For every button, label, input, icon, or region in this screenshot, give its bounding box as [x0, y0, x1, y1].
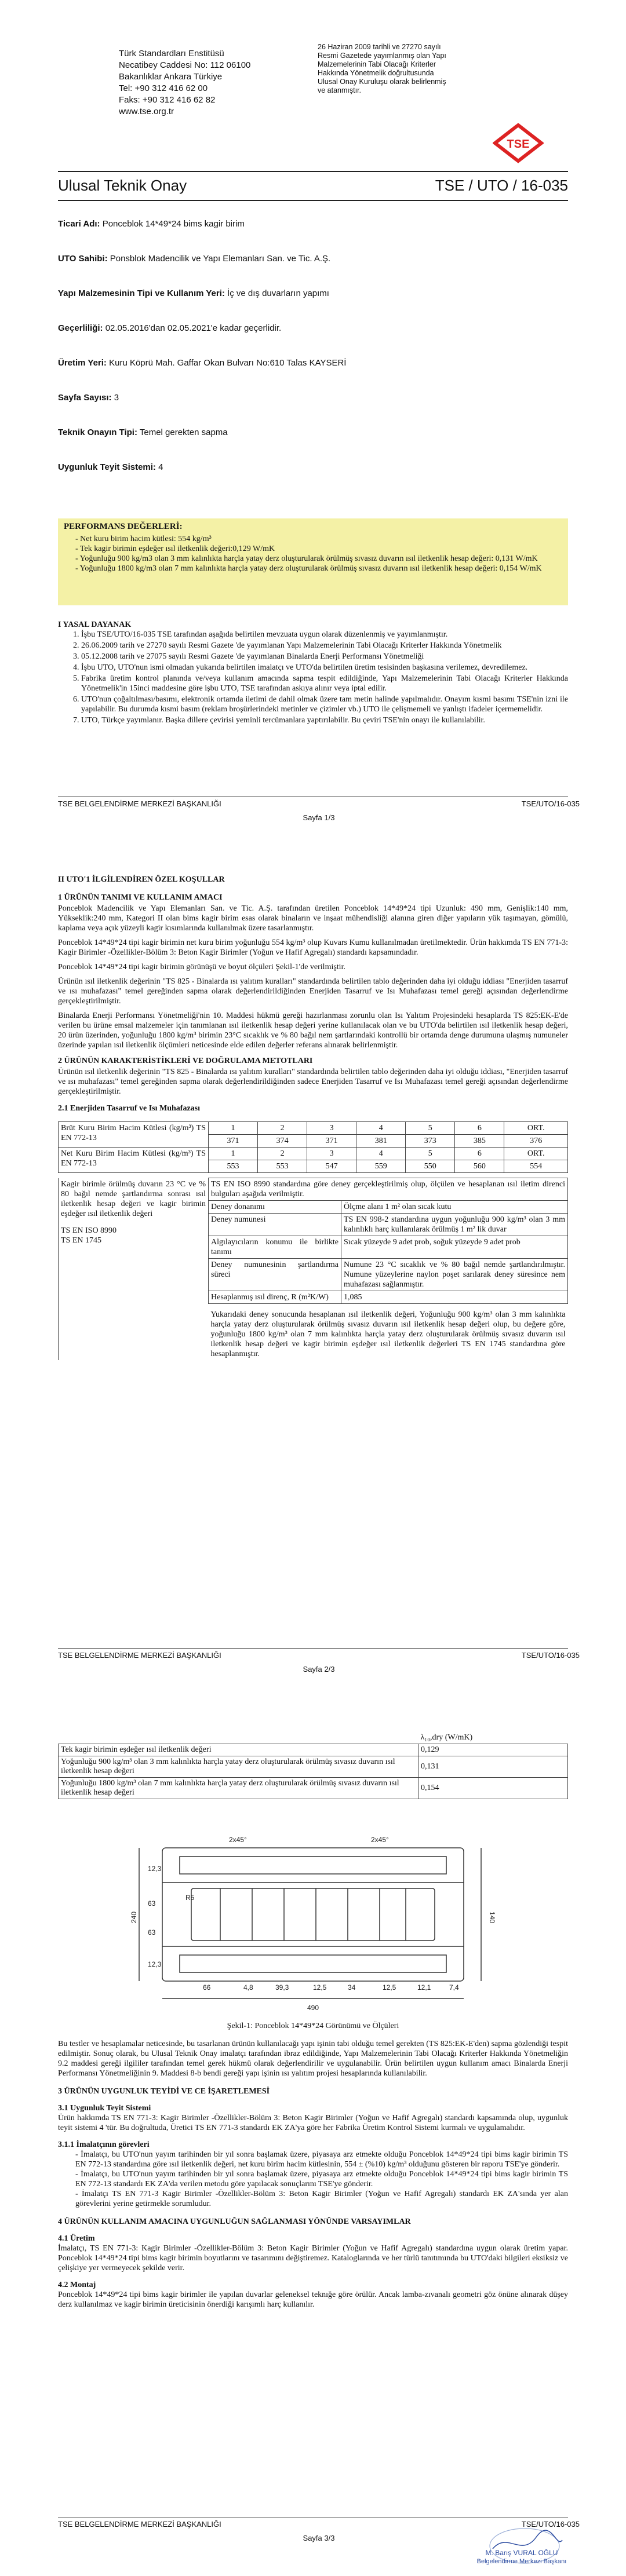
field-system: [58, 462, 568, 485]
dim-label: 12,3: [148, 1865, 162, 1873]
notice-line: Ulusal Onay Kuruluşu olarak belirlenmiş: [318, 78, 446, 86]
conductivity-test-table: [58, 1178, 568, 1360]
duty-item: - İmalatçı, bu UTO'nun yayım tarihinden bir yıl sonra başlamak üzere, piyasaya arz etmekte olduğu Ponceblok 14*49*24 tipi bims kagir birimin TS EN 772-13 standardına göre ısıl iletkenlik değeri, net kuru birim hacim kütlesinin, 554 ± (%10) kg/m³ olduğunu gösteren bir raporu TSE'ye gönderir.: [75, 2150, 568, 2169]
signature-title: Belgelendirme Merkezi Başkanı: [476, 2558, 567, 2565]
section-title: 3 ÜRÜNÜN UYGUNLUK TEYİDİ VE CE İŞARETLEMESİ: [58, 2087, 270, 2096]
paragraph: Ürünün ısıl iletkenlik değerinin "TS 825 - Binalarda ısı yalıtım kuralları" standardında belirtilen tablo değerinden daha iyi olduğu iddiası, "Enerjiden tasarruf ve ısı muhafazası" temel gereğinden sapma olarak değerlendirildiğinden sadece Enerjiden Tasarruf ve Isı Muhafazası temel gereği açısından değerlendirme gerçekleştirilmiştir.: [58, 1068, 568, 1096]
duty-item: - İmalatçı TS EN 771-3 Kagir Birimler -Özellikler-Bölüm 3: Beton Kagir Birimler (Yoğun ve Hafif Agregalı) standardı EK ZA'sında yer alan görevlerini yerine getirmekle sorumludur.: [75, 2189, 568, 2209]
footer-org: TSE BELGELENDİRME MERKEZİ BAŞKANLIĞI: [58, 799, 221, 808]
test-value: TS EN 998-2 standardına uygun yoğunluğu 900 kg/m³ olan 3 mm kalınlıklı harç kullanılarak örülmüş 1 m² lik duvar: [341, 1214, 568, 1236]
dim-label: R5: [185, 1894, 195, 1902]
performance-item: - Yoğunluğu 900 kg/m3 olan 3 mm kalınlıkta harçla yatay derz oluşturularak örülmüş sıvasız duvarın ısıl iletkenlik hesap değeri: 0,131 W/mK: [75, 554, 556, 564]
paragraph: Ürün hakkımda TS EN 771-3: Kagir Birimler -Özellikler-Bölüm 3: Beton Kagir Birimler (Yoğun ve Hafif Agregalı) standardı kapsamında olup, uygunluk teyit sistemi 4 'tür. Bu doğrultuda, Üretici TS EN 771-3 standardı EK ZA'ya göre her Fabrika Üretim Kontrol Sistemi kurmalı ve uygulamalıdır.: [58, 2114, 568, 2132]
field-type: [58, 288, 568, 323]
signature-name: M. Barış VURAL OĞLU: [485, 2549, 558, 2557]
field-value: Kuru Köprü Mah. Gaffar Okan Bulvarı No:610 Talas KAYSERİ: [106, 358, 347, 368]
field-value: 4: [155, 462, 163, 472]
field-value: 02.05.2016'dan 02.05.2021'e kadar geçerlidir.: [103, 323, 282, 333]
test-value: Sıcak yüzeyde 9 adet prob, soğuk yüzeyde 9 adet prob: [341, 1236, 568, 1259]
test-label: Kagir birimle örülmüş duvarın 23 °C ve % 80 bağıl nemde şartlandırma sonrası ısıl iletkenlik hesap değeri ve kagir birimin eşdeğer ısıl iletkenlik değeri: [61, 1179, 206, 1218]
page2-content: [58, 875, 568, 1360]
field-label: Uygunluk Teyit Sistemi:: [58, 462, 156, 472]
table-header: ORT.: [504, 1148, 568, 1160]
legal-item: 6. UTO'nun çoğaltılması/basımı, elektronik ortamda iletimi de dahil olmak üzere tam metin halinde yapılmalıdır. Onayım kısmi basımı TSE'nin izni ile yapılabilir. Bu durumda kısmi basım (reklam broşürlerindeki metinler ve çizimler vb.) UTO ile çelişmemeli ve yanlıştı ifadeler içermemelidir.: [81, 695, 568, 714]
table-header: ORT.: [504, 1122, 568, 1135]
field-trade-name: [58, 219, 568, 254]
field-approval-type: [58, 427, 568, 462]
performance-item: - Yoğunluğu 1800 kg/m3 olan 7 mm kalınlıkta harçla yatay derz oluşturularak örülmüş sıvasız duvarın ısıl iletkenlik hesap değeri: 0,154 W/mK: [75, 564, 556, 573]
test-summary: Yukarıdaki deney sonucunda hesaplanan ısıl iletkenlik değeri, Yoğunluğu 900 kg/m³ olan 3 mm kalınlıkta harçla yatay derz oluşturularak örülmüş sıvasız duvarın ısıl iletkenlik hesap değeri olup, bu değere göre, yoğunluğu 1800 kg/m³ olan 7 mm kalınlıkta harçla yatay derz oluşturularak örülmüş sıvasız duvarın ısıl iletkenlik hesap değeri ve kagir birimin eşdeğer ısıl iletkenlik değerleri TS EN 1745 standardına göre hesaplanmıştır.: [210, 1310, 566, 1358]
test-key: Deney numunesi: [209, 1214, 341, 1236]
page3-content: [58, 2039, 568, 2310]
lambda-key: Yoğunluğu 1800 kg/m³ olan 7 mm kalınlıkta harçla yatay derz oluşturularak örülmüş sıvasız duvarın ısıl iletkenlik hesap değeri: [59, 1778, 418, 1799]
table-header: 4: [356, 1122, 406, 1135]
institute-line: Faks: +90 312 416 62 82: [119, 95, 216, 105]
dim-label: 12,3: [148, 1960, 162, 1968]
table-label: Brüt Kuru Birim Hacim Kütlesi (kg/m³) TS EN 772-13: [59, 1122, 209, 1148]
legal-item: 3. 05.12.2008 tarih ve 27075 sayılı Resmi Gazete 'de yayımlanan Binalarda Enerji Performansı Yönetmeliği: [81, 652, 568, 662]
field-label: Teknik Onayın Tipi:: [58, 427, 137, 437]
table-header: 4: [356, 1148, 406, 1160]
institute-line: www.tse.org.tr: [119, 107, 174, 116]
test-key: Hesaplanmış ısıl direnç, R (m²K/W): [209, 1291, 341, 1304]
notice-line: Malzemelerinin Tabi Olacağı Kriterler: [318, 60, 436, 68]
field-label: Geçerliliği:: [58, 323, 103, 333]
dim-label: 39,3: [275, 1983, 289, 1992]
institute-address: [119, 48, 250, 118]
subsection-title: 4.1 Üretim: [58, 2234, 95, 2243]
subsection-title: 3.1.1 İmalatçının görevleri: [58, 2140, 150, 2149]
test-value: 1,085: [341, 1291, 568, 1304]
field-owner: [58, 254, 568, 288]
test-key: Deney numunesinin şartlandırma süreci: [209, 1259, 341, 1291]
legal-item: 4. İşbu UTO, UTO'nun ismi olmadan yukarıda belirtilen imalatçı ve UTO'da belirtilen üretim tesisinden başkasına verilemez, devredilemez.: [81, 663, 568, 673]
table-cell: 553: [258, 1160, 307, 1173]
field-label: UTO Sahibi:: [58, 254, 108, 264]
field-value: Temel gerekten sapma: [137, 427, 228, 437]
table-header: 1: [209, 1148, 258, 1160]
table-header: 6: [455, 1148, 504, 1160]
notice-line: ve atanmıştır.: [318, 86, 362, 94]
institute-line: Necatibey Caddesi No: 112 06100: [119, 60, 251, 70]
table-cell: 371: [209, 1135, 258, 1148]
duty-item: - İmalatçı, bu UTO'nun yayım tarihinden bir yıl sonra başlamak üzere, piyasaya arz etmekte olduğu Ponceblok 14*49*24 tipi bims kagir birimin TS EN 772-13 standardı EK ZA'da verilen metodu göre yapılacak sonuçlarını TSE'ye gönderir.: [75, 2169, 568, 2189]
field-value: Ponsblok Madencilik ve Yapı Elemanları San. ve Tic. A.Ş.: [107, 254, 331, 264]
legal-item: 7. UTO, Türkçe yayımlanır. Başka dillere çevirisi yeminli tercümanlara yaptırılabilir. Bu çeviri TSE'nin onayı ile kullanılabilir.: [81, 715, 568, 725]
dim-label: 140: [488, 1911, 496, 1924]
footer-page-number: Sayfa 3/3: [303, 2534, 335, 2542]
footer-org: TSE BELGELENDİRME MERKEZİ BAŞKANLIĞI: [58, 1651, 221, 1660]
footer-page-number: Sayfa 1/3: [303, 813, 335, 822]
page-footer: [58, 1651, 580, 1680]
notice-line: Resmi Gazetede yayımlanmış olan Yapı: [318, 52, 446, 60]
document-title: Ulusal Teknik Onay: [58, 177, 187, 194]
field-label: Ticari Adı:: [58, 219, 100, 229]
institute-line: Türk Standardları Enstitüsü: [119, 49, 224, 59]
table-cell: 376: [504, 1135, 568, 1148]
field-label: Yapı Malzemesinin Tipi ve Kullanım Yeri:: [58, 288, 225, 298]
dim-label: 66: [203, 1983, 211, 1992]
table-cell: 554: [504, 1160, 568, 1173]
table-header: 3: [307, 1148, 356, 1160]
institute-line: Tel: +90 312 416 62 00: [119, 83, 208, 93]
field-value: İç ve dış duvarların yapımı: [224, 288, 329, 298]
paragraph: Ponceblok 14*49*24 tipi kagir birimin net kuru birim yoğunluğu 554 kg/m³ olup Kuvars Kumu kullanılmadan üretilmektedir. Ürün hakkımda TS EN 771-3: Kagir Birimler -Özellikler-Bölüm 3: Beton Kagir Birimler (Yoğun ve Hafif Agregalı) standardı kapsamındadır.: [58, 938, 568, 957]
test-value: Numune 23 °C sıcaklık ve % 80 bağıl nemde şartlandırılmıştır. Numune yüzeylerine naylon poşet sarılarak deney süresince nem muhafazası sağlanmıştır.: [341, 1259, 568, 1291]
table-header: 5: [406, 1122, 455, 1135]
table-cell: 374: [258, 1135, 307, 1148]
legal-item: 2. 26.06.2009 tarih ve 27270 sayılı Resmi Gazete 'de yayımlanan Yapı Malzemelerinin Tabi Olacağı Kriterler Hakkında Yönetmelik: [81, 641, 568, 651]
paragraph: Binalarda Enerji Performansı Yönetmeliği'nin 10. Maddesi hükmü gereği hazırlanması zorunlu olan Isı Yalıtım Projesindeki hesaplarda TS 825:EK-E'de verilen bu ürüne emsal malzemeler için tanımlanan ısıl iletkenlik hesap değeri yerine kullanılacak olan ve bu UTO'da belirtilen ısıl iletkenlik hesap değeri, 20 ürün üzerinden, yoğunluğu 1800 kg/m³ birimin 23°C sıcaklık ve % 80 bağıl nem şartlarındaki kontrollü bir ortamda denge durumuna ulaşmış numuneler üzerinde yapılan ısıl iletkenlik ölçümleri neticesinde elde edilen değerler referans alınarak belirlenmiştir.: [58, 1011, 568, 1050]
notice-line: 26 Haziran 2009 tarihli ve 27270 sayılı: [318, 43, 441, 51]
lambda-table: [58, 1732, 568, 1799]
field-validity: [58, 323, 568, 358]
table-header: 6: [455, 1122, 504, 1135]
page-2: [0, 863, 626, 1680]
lambda-value: 0,154: [418, 1778, 568, 1799]
lambda-key: Tek kagir birimin eşdeğer ısıl iletkenlik değeri: [59, 1744, 418, 1756]
table-header: 2: [258, 1148, 307, 1160]
test-standard: TS EN ISO 8990: [61, 1226, 117, 1235]
table-cell: 553: [209, 1160, 258, 1173]
section-title: 4 ÜRÜNÜN KULLANIM AMACINA UYGUNLUĞUN SAĞLANMASI YÖNÜNDE VARSAYIMLAR: [58, 2217, 411, 2226]
field-value: Ponceblok 14*49*24 bims kagir birim: [100, 219, 245, 229]
section-title: 2 ÜRÜNÜN KARAKTERİSTİKLERİ VE DOĞRULAMA METOTLARI: [58, 1057, 313, 1065]
table-header: 2: [258, 1122, 307, 1135]
page-footer: [58, 799, 580, 828]
field-production-site: [58, 358, 568, 393]
test-key: Deney donanımı: [209, 1201, 341, 1214]
page-1: [0, 0, 626, 828]
performance-item: - Tek kagir birimin eşdeğer ısıl iletkenlik değeri:0,129 W/mK: [75, 544, 556, 554]
field-label: Üretim Yeri:: [58, 358, 107, 368]
table-cell: 371: [307, 1135, 356, 1148]
table-cell: 550: [406, 1160, 455, 1173]
subsection-title: 3.1 Uygunluk Teyit Sistemi: [58, 2104, 151, 2113]
legal-item: 1. İşbu TSE/UTO/16-035 TSE tarafından aşağıda belirtilen mevzuata uygun olarak düzenlenmiş ve yayımlanmıştır.: [81, 630, 568, 640]
lambda-value: 0,129: [418, 1744, 568, 1756]
performance-item: - Net kuru birim hacim kütlesi: 554 kg/m³: [75, 534, 556, 544]
test-standard: TS EN 1745: [61, 1236, 101, 1245]
test-value: Ölçme alanı 1 m² olan sıcak kutu: [341, 1201, 568, 1214]
dim-label: 7,4: [449, 1983, 459, 1992]
field-value: 3: [111, 393, 119, 403]
table-header: 5: [406, 1148, 455, 1160]
field-label: Sayfa Sayısı:: [58, 393, 112, 403]
legal-item: 5. Fabrika üretim kontrol planında ve/veya kullanım amacında sapma tespit edildiğinde, Yapı Malzemelerinin Tabi Olacağı Kriterler Hakkında Yönetmelik'in 15inci maddesine göre işbu UTO, TSE tarafından askıya alınır veya iptal edilir.: [81, 674, 568, 693]
dim-label: 63: [148, 1928, 156, 1936]
density-table: [58, 1121, 568, 1173]
test-intro: TS EN ISO 8990 standardına göre deney gerçekleştirilmiş olup, ölçülen ve hesaplanan ısıl iletim direnci bulguları aşağıda verilmiştir.: [209, 1178, 568, 1201]
tse-logo: [493, 123, 544, 163]
table-header: 1: [209, 1122, 258, 1135]
page-3: [0, 1715, 626, 2576]
paragraph: Ponceblok 14*49*24 tipi bims kagir birimler ile yapılan duvarlar geleneksel teknığe göre örülür. Ancak lamba-zıvanalı geometri göz önüne alınarak düşey derz kullanılmaz ve kagir birimin üreticisinin önerdiği karışımlı harç kullanılır.: [58, 2290, 568, 2309]
document-number: TSE / UTO / 16-035: [435, 177, 568, 194]
dim-label: 490: [307, 2004, 319, 2012]
field-pages: [58, 393, 568, 427]
table-cell: 559: [356, 1160, 406, 1173]
table-cell: 560: [455, 1160, 504, 1173]
dim-label: 2x45°: [229, 1836, 247, 1844]
lambda-value: 0,131: [418, 1756, 568, 1778]
block-drawing: [128, 1825, 498, 2016]
notice-line: Hakkında Yönetmelik doğrultusunda: [318, 69, 434, 77]
footer-doc-number: TSE/UTO/16-035: [521, 799, 580, 808]
section-title: I YASAL DAYANAK: [58, 620, 132, 629]
legal-basis: [58, 620, 568, 726]
paragraph: Ürünün ısıl iletkenlik değerinin "TS 825 - Binalarda ısı yalıtım kuralları" standardında belirtilen tablo değerinden daha iyi olduğu iddiası "Enerjiden tasarruf ve ısı muhafazası" temel gereğinden sapma olarak değerlendirildiğinden Enerjiden Tasarruf ve Isı Muhafazası temel gereği açısından değerlendirme gerçekleştirilmiştir.: [58, 977, 568, 1006]
lambda-header: λ₁₀,dry (W/mK): [420, 1733, 473, 1742]
dim-label: 12,5: [383, 1983, 396, 1992]
dim-label: 12,5: [313, 1983, 327, 1992]
lambda-key: Yoğunluğu 900 kg/m³ olan 3 mm kalınlıkta harçla yatay derz oluşturularak örülmüş sıvasız duvarın ısıl iletkenlik hesap değeri: [59, 1756, 418, 1778]
dim-label: 240: [130, 1911, 138, 1924]
table-cell: 373: [406, 1135, 455, 1148]
table-label: Net Kuru Birim Hacim Kütlesi (kg/m³) TS EN 772-13: [59, 1148, 209, 1173]
footer-doc-number: TSE/UTO/16-035: [521, 1651, 580, 1660]
designation-notice: [318, 43, 446, 95]
paragraph: Ponceblok 14*49*24 tipi kagir birimin görünüşü ve boyut ölçüleri Şekil-1'de verilmiştir.: [58, 963, 345, 971]
test-key: Algılayıcıların konumu ile birlikte tanımı: [209, 1236, 341, 1259]
section-title: 1 ÜRÜNÜN TANIMI VE KULLANIM AMACI: [58, 893, 223, 902]
logo-text: TSE: [507, 138, 530, 151]
footer-page-number: Sayfa 2/3: [303, 1665, 335, 1674]
approval-fields: [58, 219, 568, 485]
table-cell: 547: [307, 1160, 356, 1173]
dim-label: 4,8: [243, 1983, 253, 1992]
dim-label: 34: [348, 1983, 356, 1992]
subsection-title: 4.2 Montaj: [58, 2281, 96, 2289]
table-header: 3: [307, 1122, 356, 1135]
dim-label: 2x45°: [371, 1836, 389, 1844]
paragraph: İmalatçı, TS EN 771-3: Kagir Birimler -Özellikler-Bölüm 3: Beton Kagir Birimler (Yoğun ve Hafif Agregalı) standardına uygun olarak üretim yapar. Ponceblok 14*49*24 tipi bims kagir birimin boyutlarını ve tasarımını değiştiremez. Kataloglarında ve her türlü tanıtımında bu UTO'daki bilgileri eksiksiz ve çelişkiye yer vermeyecek şekilde verir.: [58, 2244, 568, 2272]
table-cell: 381: [356, 1135, 406, 1148]
dim-label: 63: [148, 1899, 156, 1908]
table-cell: 385: [455, 1135, 504, 1148]
dim-label: 12,1: [417, 1983, 431, 1992]
performance-title: PERFORMANS DEĞERLERİ:: [64, 522, 183, 531]
special-conditions-heading: II UTO'1 İLGİLENDİREN ÖZEL KOŞULLAR: [58, 875, 225, 884]
figure-caption: Şekil-1: Ponceblok 14*49*24 Görünümü ve Ölçüleri: [227, 2022, 399, 2030]
footer-doc-number: TSE/UTO/16-035: [521, 2520, 580, 2529]
institute-line: Bakanlıklar Ankara Türkiye: [119, 72, 223, 82]
paragraph: Bu testler ve hesaplamalar neticesinde, bu tasarlanan ürünün kullanılacağı yapı işinin tabi olduğu temel gerekten (TS 825:EK-E'den) sapma gözlendiği tespit edilmiştir. Sonuç olarak, bu Ulusal Teknik Onay imalatçı tarafından ibraz edildiğinde, Yapı Malzemelerinin Tabi Olacağı Kriterler Hakkında Yönetmeliğin 9.2 maddesi gereği ilgililer tarafından temel gerek hükmü olarak değerlendirilir ve uygulanabilir. Ürün belirtilen uygun kullanım amacı Binalarda Enerji Performansı Yönetmeliğinin 9. Maddesi 8-b bendi gereği yapı işinin ısı yalıtım projesi hesaplarında kullanılabilir.: [58, 2040, 568, 2078]
paragraph: Ponceblok Madencilik ve Yapı Elemanları San. ve Tic. A.Ş. tarafından üretilen Ponceblok 14*49*24 tipi Uzunluk: 490 mm, Genişlik:140 mm, Yükseklik:240 mm, Kategori II olan bims kagir birim esas olarak binaların ve inşaat mühendisliği alanına giren diğer yapıların yük taşımayan, gömülü, kaplama veya açık yüzeyli kagir kısımlarında kullanılmak üzere tasarlanmıştır.: [58, 904, 568, 933]
performance-values: [58, 518, 568, 605]
subsection-title: 2.1 Enerjiden Tasarruf ve Isı Muhafazası: [58, 1104, 201, 1113]
test-description: [59, 1178, 209, 1361]
footer-org: TSE BELGELENDİRME MERKEZİ BAŞKANLIĞI: [58, 2520, 221, 2529]
